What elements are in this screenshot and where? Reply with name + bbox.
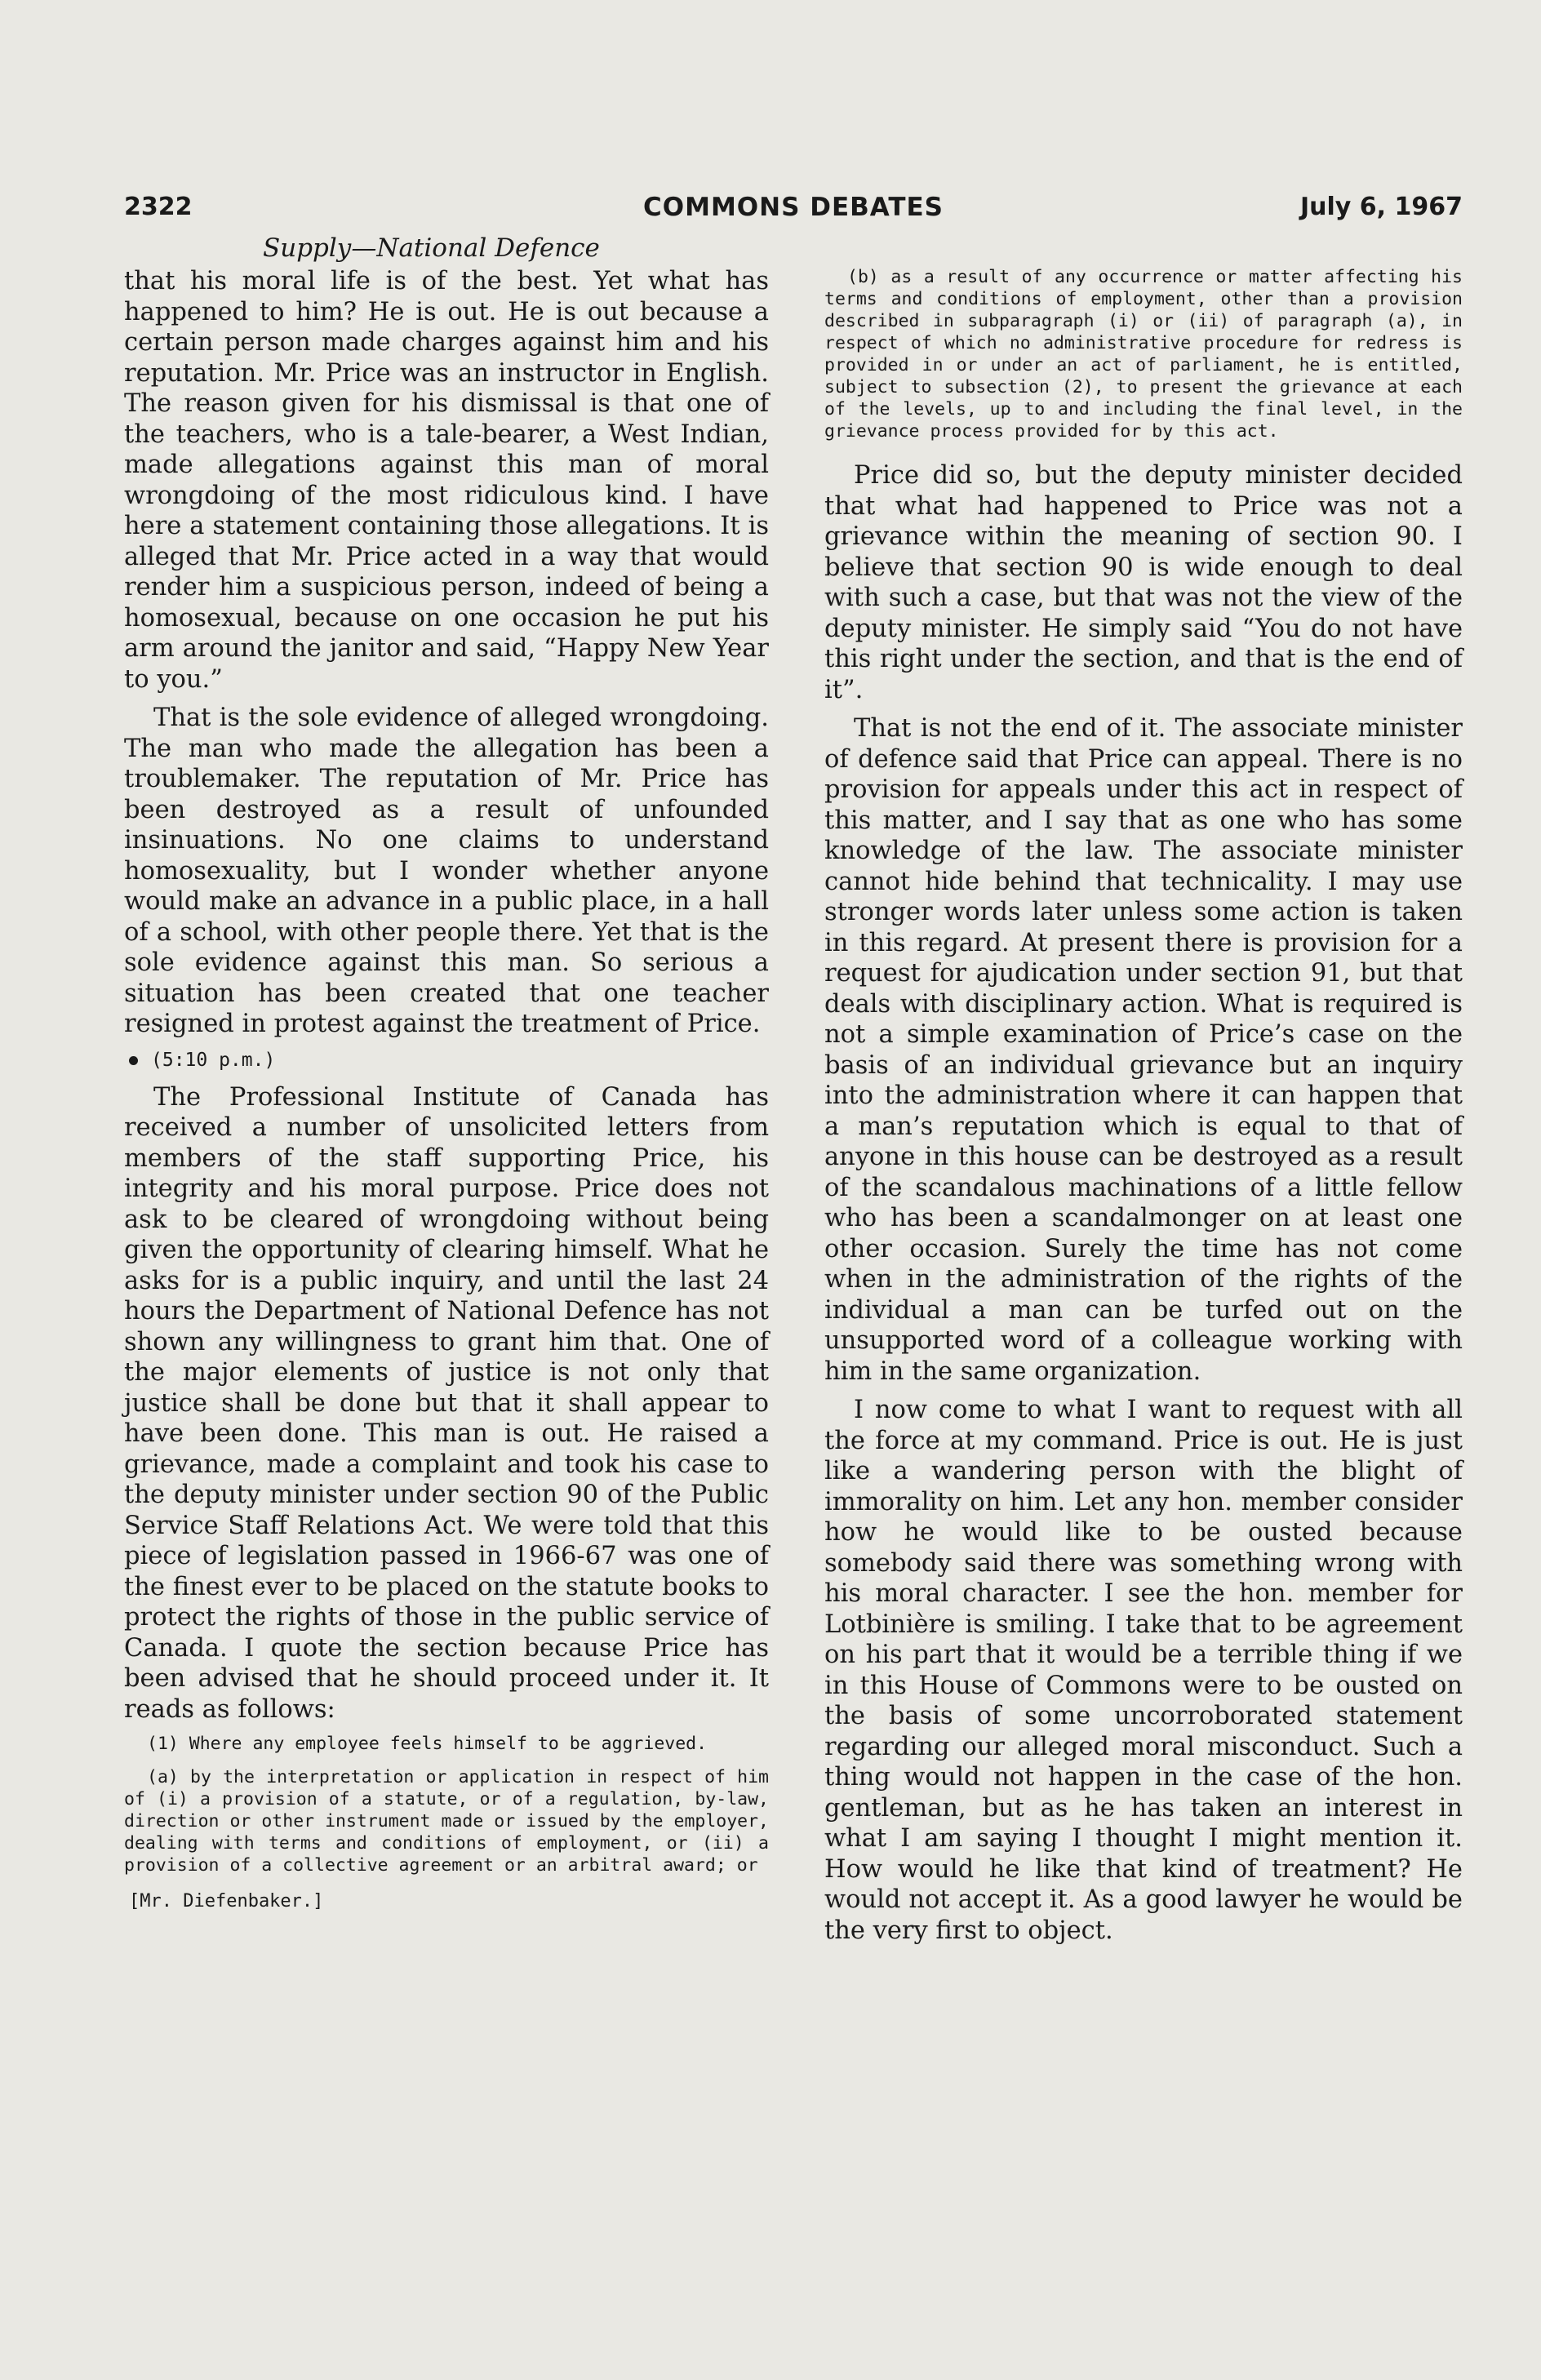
paragraph: That is not the end of it. The associate minister of defence said that Price can appeal. There is no provision for appeals under this act in respect of this matter, and I say that as one who has some knowledge of the law. The associate minister cannot hide behind that technicality. I may use stronger words later unless some action is taken in this regard. At present there is provision for a request for ajudication under section 91, but that deals with disciplinary action. What is required is not a simple examination of Price’s case on the basis of an individual grievance but an inquiry into the administration where it can happen that a man’s reputation which is equal to that of anyone in this house can be destroyed as a result of the scandalous machinations of a little fellow who has been a scandalmonger on at least one other occasion. Surely the time has not come when in the administration of the rights of the individual a man can be turfed out on the unsupported word of a colleague working with him in the same organization. bbox=[824, 714, 1463, 1386]
left-column bbox=[124, 266, 769, 1912]
right-column bbox=[824, 266, 1463, 1954]
speaker-attribution: [Mr. Diefenbaker.] bbox=[129, 1891, 324, 1912]
publication-date: July 6, 1967 bbox=[1299, 193, 1463, 221]
paragraph: I now come to what I want to request with all the force at my command. Price is out. He is just like a wandering person with the blight of immorality on him. Let any hon. member consider how he would like to be ousted because somebody said there was something wrong with his moral character. I see the hon. member for Lotbinière is smiling. I take that to be agreement on his part that it would be a terrible thing if we in this House of Commons were to be ousted on the basis of some uncorroborated statement regarding our alleged moral misconduct. Such a thing would not happen in the case of the hon. gentleman, but as he has taken an interest in what I am saying I thought I might mention it. How would he like that kind of treatment? He would not accept it. As a good lawyer he would be the very first to object. bbox=[824, 1396, 1463, 1945]
quoted-clause: (b) as a result of any occurrence or matter affecting his terms and conditions of employment, other than a provision described in subparagraph (i) or (ii) of paragraph (a), in respect of which no administrative procedure for redress is provided in or under an act of parliament, he is entitled, subject to subsection (2), to present the grievance at each of the levels, up to and including the final level, in the grievance process provided for by this act. bbox=[824, 267, 1463, 442]
publication-title: COMMONS DEBATES bbox=[643, 193, 944, 222]
page-number: 2322 bbox=[124, 193, 193, 221]
bullet-icon bbox=[129, 1056, 138, 1065]
quoted-clause: (a) by the interpretation or application in respect of him of (i) a provision of a statute, or of a regulation, by-law, direction or other instrument made or issued by the employer, dealing with terms and conditions of employment, or (ii) a provision of a collective agreement or an arbitral award; or bbox=[124, 1767, 769, 1876]
section-subheading: Supply—National Defence bbox=[263, 233, 600, 263]
quoted-clause: (1) Where any employee feels himself to be aggrieved. bbox=[147, 1734, 708, 1754]
paragraph: that his moral life is of the best. Yet what has happened to him? He is out. He is out because a certain person made charges against him and his reputation. Mr. Price was an instructor in English. The reason given for his dismissal is that one of the teachers, who is a tale-bearer, a West Indian, made allegations against this man of moral wrongdoing of the most ridiculous kind. I have here a statement containing those allegations. It is alleged that Mr. Price acted in a way that would render him a suspicious person, indeed of being a homosexual, because on one occasion he put his arm around the janitor and said, “Happy New Year to you.” bbox=[124, 267, 769, 694]
paragraph: That is the sole evidence of alleged wrongdoing. The man who made the allegation has been a troublemaker. The reputation of Mr. Price has been destroyed as a result of unfounded insinuations. No one claims to understand homosexuality, but I wonder whether anyone would make an advance in a public place, in a hall of a school, with other people there. Yet that is the sole evidence against this man. So serious a situation has been created that one teacher resigned in protest against the treatment of Price. bbox=[124, 704, 769, 1038]
page-header bbox=[124, 193, 1463, 225]
timestamp-text: (5:10 p.m.) bbox=[151, 1049, 276, 1071]
paragraph: The Professional Institute of Canada has received a number of unsolicited letters from members of the staff supporting Price, his integrity and his moral purpose. Price does not ask to be cleared of wrongdoing without being given the opportunity of clearing himself. What he asks for is a public inquiry, and until the last 24 hours the Department of National Defence has not shown any willingness to grant him that. One of the major elements of justice is not only that justice shall be done but that it shall appear to have been done. This man is out. He raised a grievance, made a complaint and took his case to the deputy minister under section 90 of the Public Service Staff Relations Act. We were told that this piece of legislation passed in 1966-67 was one of the finest ever to be placed on the statute books to protect the rights of those in the public service of Canada. I quote the section because Price has been advised that he should proceed under it. It reads as follows: bbox=[124, 1082, 769, 1724]
timestamp bbox=[129, 1050, 769, 1071]
paragraph: Price did so, but the deputy minister decided that what had happened to Price was not a grievance within the meaning of section 90. I believe that section 90 is wide enough to deal with such a case, but that was not the view of the deputy minister. He simply said “You do not have this right under the section, and that is the end of it”. bbox=[824, 461, 1463, 704]
